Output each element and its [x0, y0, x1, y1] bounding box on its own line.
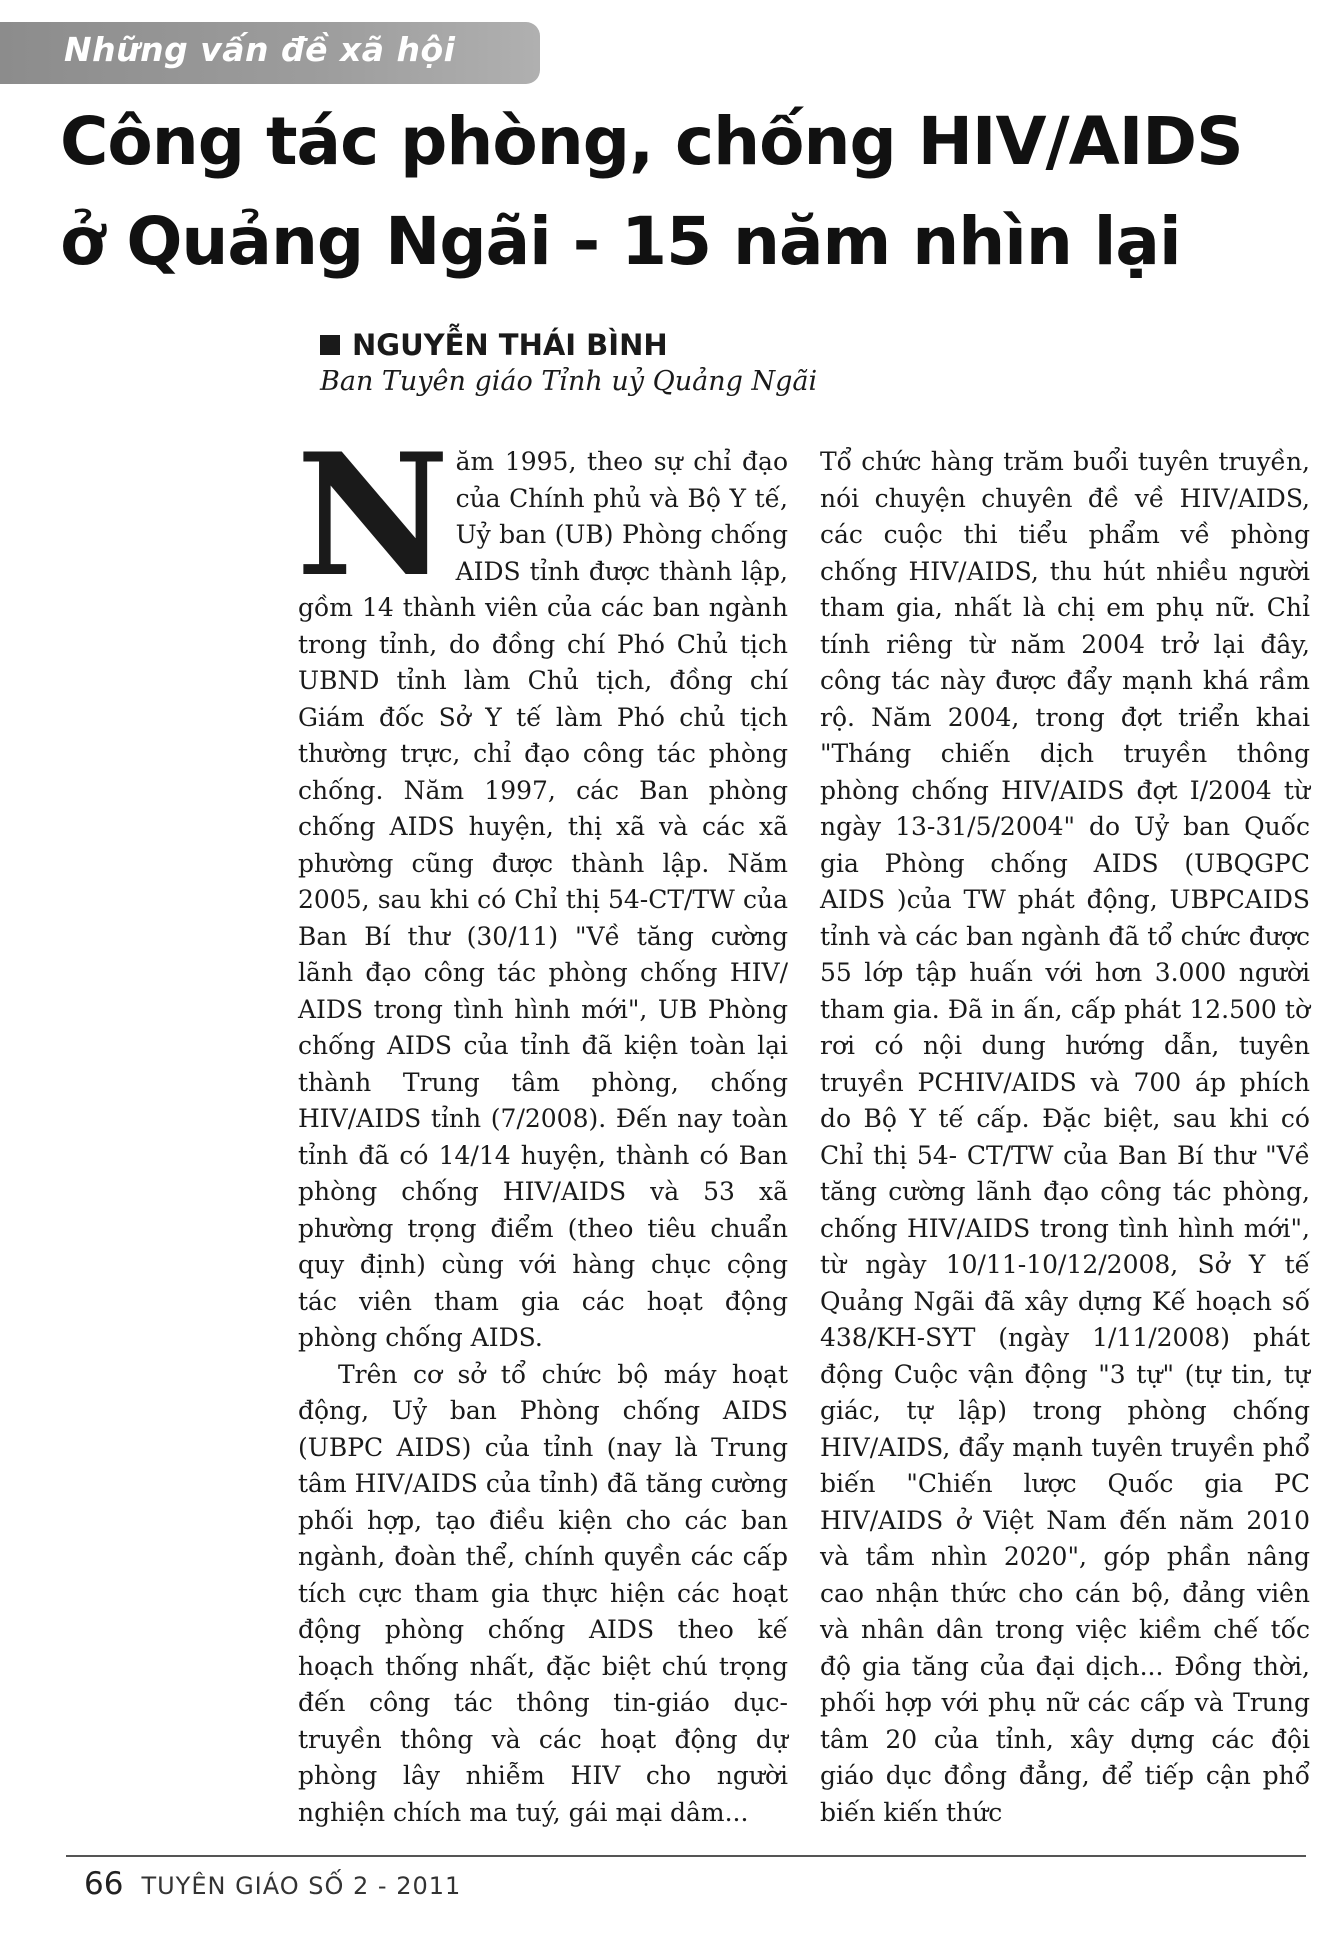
author-name: NGUYỄN THÁI BÌNH — [352, 328, 668, 362]
page-number: 66 — [84, 1866, 124, 1902]
page-footer — [84, 1866, 461, 1902]
section-label: Những vấn đề xã hội — [64, 30, 456, 69]
article-column-right — [820, 444, 1310, 1831]
article-column-left — [296, 416, 788, 1831]
byline — [320, 328, 817, 397]
headline-line-1: Công tác phòng, chống HIV/AIDS — [60, 103, 1243, 180]
paragraph-1 — [296, 416, 788, 1357]
paragraph-2: Trên cơ sở tổ chức bộ máy hoạt động, Uỷ ban Phòng chống AIDS (UBPC AIDS) của tỉnh (nay là Trung tâm HIV/AIDS của tỉnh) đã tăng cường phối hợp, tạo điều kiện cho các ban ngành, đoàn thể, chính quyền các cấp tích cực tham gia thực hiện các hoạt động phòng chống AIDS theo kế hoạch thống nhất, đặc biệt chú trọng đến công tác thông tin-giáo dục-truyền thông và các hoạt động dự phòng lây nhiễm HIV cho người nghiện chích ma tuý, gái mại dâm... — [298, 1359, 788, 1827]
footer-divider — [66, 1855, 1306, 1857]
square-bullet-icon — [320, 335, 340, 355]
paragraph-1-text: ăm 1995, theo sự chỉ đạo của Chính phủ và Bộ Y tế, Uỷ ban (UB) Phòng chống AIDS tỉnh được thành lập, gồm 14 thành viên của các ban ngành trong tỉnh, do đồng chí Phó Chủ tịch UBND tỉnh làm Chủ tịch, đồng chí Giám đốc Sở Y tế làm Phó chủ tịch thường trực, chỉ đạo công tác phòng chống. Năm 1997, các Ban phòng chống AIDS huyện, thị xã và các xã phường cũng được thành lập. Năm 2005, sau khi có Chỉ thị 54-CT/TW của Ban Bí thư (30/11) "Về tăng cường lãnh đạo công tác phòng chống HIV/ AIDS trong tình hình mới", UB Phòng chống AIDS của tỉnh đã kiện toàn lại thành Trung tâm phòng, chống HIV/AIDS tỉnh (7/2008). Đến nay toàn tỉnh đã có 14/14 huyện, thành có Ban phòng chống HIV/AIDS và 53 xã phường trọng điểm (theo tiêu chuẩn quy định) cùng với hàng chục cộng tác viên tham gia các hoạt động phòng chống AIDS. — [298, 447, 788, 1352]
paragraph-3: Tổ chức hàng trăm buổi tuyên truyền, nói chuyện chuyên đề về HIV/AIDS, các cuộc thi tiểu phẩm về phòng chống HIV/AIDS, thu hút nhiều người tham gia, nhất là chị em phụ nữ. Chỉ tính riêng từ năm 2004 trở lại đây, công tác này được đẩy mạnh khá rầm rộ. Năm 2004, trong đợt triển khai "Tháng chiến dịch truyền thông phòng chống HIV/AIDS đợt I/2004 từ ngày 13-31/5/2004" do Uỷ ban Quốc gia Phòng chống AIDS (UBQGPC AIDS )của TW phát động, UBPCAIDS tỉnh và các ban ngành đã tổ chức được 55 lớp tập huấn với hơn 3.000 người tham gia. Đã in ấn, cấp phát 12.500 tờ rơi có nội dung hướng dẫn, tuyên truyền PCHIV/AIDS và 700 áp phích do Bộ Y tế cấp. Đặc biệt, sau khi có Chỉ thị 54- CT/TW của Ban Bí thư "Về tăng cường lãnh đạo công tác phòng, chống HIV/AIDS trong tình hình mới", từ ngày 10/11-10/12/2008, Sở Y tế Quảng Ngãi đã xây dựng Kế hoạch số 438/KH-SYT (ngày 1/11/2008) phát động Cuộc vận động "3 tự" (tự tin, tự giác, tự lập) trong phòng chống HIV/AIDS, đẩy mạnh tuyên truyền phổ biến "Chiến lược Quốc gia PC HIV/AIDS ở Việt Nam đến năm 2010 và tầm nhìn 2020", góp phần nâng cao nhận thức cho cán bộ, đảng viên và nhân dân trong việc kiềm chế tốc độ gia tăng của đại dịch... Đồng thời, phối hợp với phụ nữ các cấp và Trung tâm 20 của tỉnh, xây dựng các đội giáo dục đồng đẳng, để tiếp cận phổ biến kiến thức — [820, 447, 1310, 1827]
author-affiliation: Ban Tuyên giáo Tỉnh uỷ Quảng Ngãi — [320, 366, 818, 397]
section-banner — [0, 22, 540, 84]
author — [320, 328, 817, 362]
headline-line-2: ở Quảng Ngãi - 15 năm nhìn lại — [60, 203, 1181, 280]
drop-cap: N — [296, 416, 450, 614]
issue-label: TUYÊN GIÁO SỐ 2 - 2011 — [141, 1872, 462, 1900]
article-headline — [60, 92, 1310, 292]
